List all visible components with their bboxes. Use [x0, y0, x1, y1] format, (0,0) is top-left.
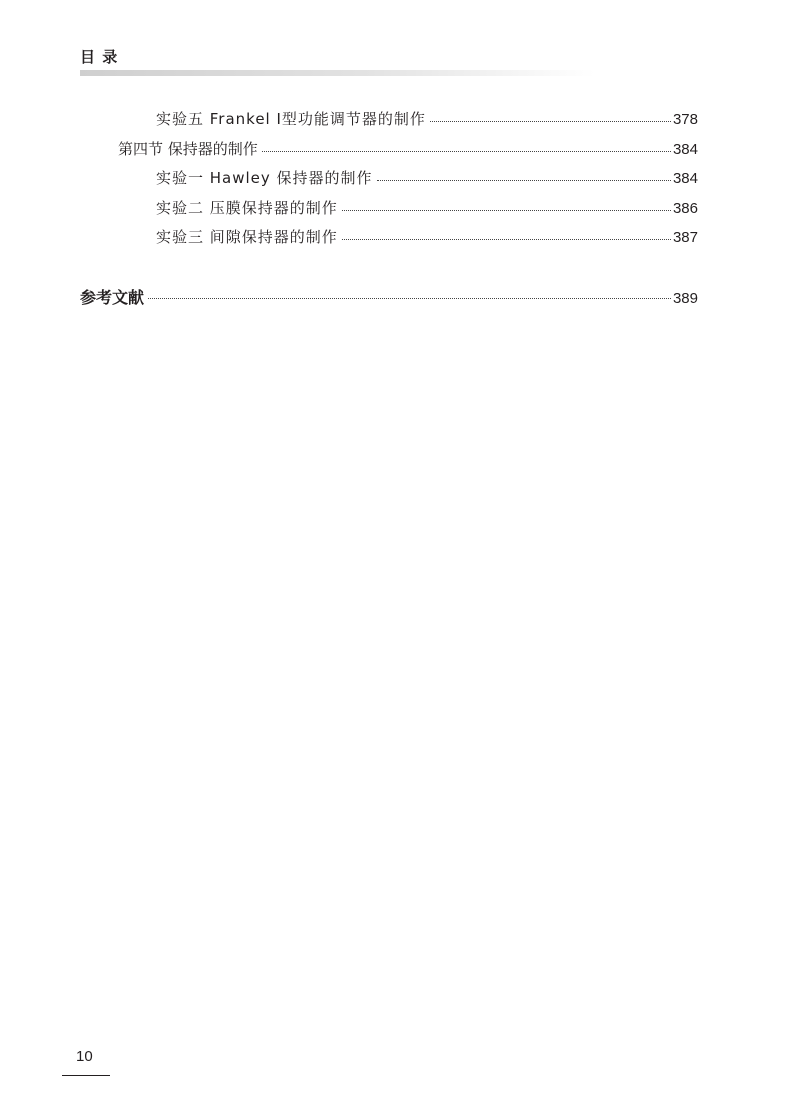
- toc-entry-title: 实验三 间隙保持器的制作: [156, 228, 338, 246]
- footer-rule: [62, 1075, 110, 1076]
- dot-leader: [148, 298, 671, 299]
- toc-entry-title: 参考文献: [80, 288, 145, 307]
- dot-leader: [342, 210, 671, 211]
- toc-entry-title: 实验五 Frankel Ⅰ型功能调节器的制作: [156, 110, 426, 128]
- toc-entry-page: 389: [672, 290, 698, 307]
- toc-entry[interactable]: [156, 197, 698, 219]
- toc-entry-page: 386: [672, 200, 698, 217]
- toc-entry[interactable]: [156, 167, 698, 189]
- toc-entry-title: 实验二 压膜保持器的制作: [156, 199, 338, 217]
- toc-entry[interactable]: [80, 285, 698, 307]
- dot-leader: [430, 121, 671, 122]
- toc-entry[interactable]: [156, 108, 698, 130]
- header-rule: [80, 70, 595, 76]
- page-number: 10: [76, 1048, 93, 1065]
- toc-entry-title: 第四节 保持器的制作: [118, 140, 258, 158]
- toc-entry-page: 384: [672, 170, 698, 187]
- toc-entry-page: 378: [672, 111, 698, 128]
- dot-leader: [342, 239, 671, 240]
- toc-entry-page: 384: [672, 141, 698, 158]
- running-head: 目 录: [80, 48, 119, 66]
- dot-leader: [262, 151, 671, 152]
- toc-entry[interactable]: [156, 226, 698, 248]
- dot-leader: [377, 180, 671, 181]
- toc-entry-title: 实验一 Hawley 保持器的制作: [156, 169, 373, 187]
- toc-entry-page: 387: [672, 229, 698, 246]
- toc-entry[interactable]: [118, 138, 698, 160]
